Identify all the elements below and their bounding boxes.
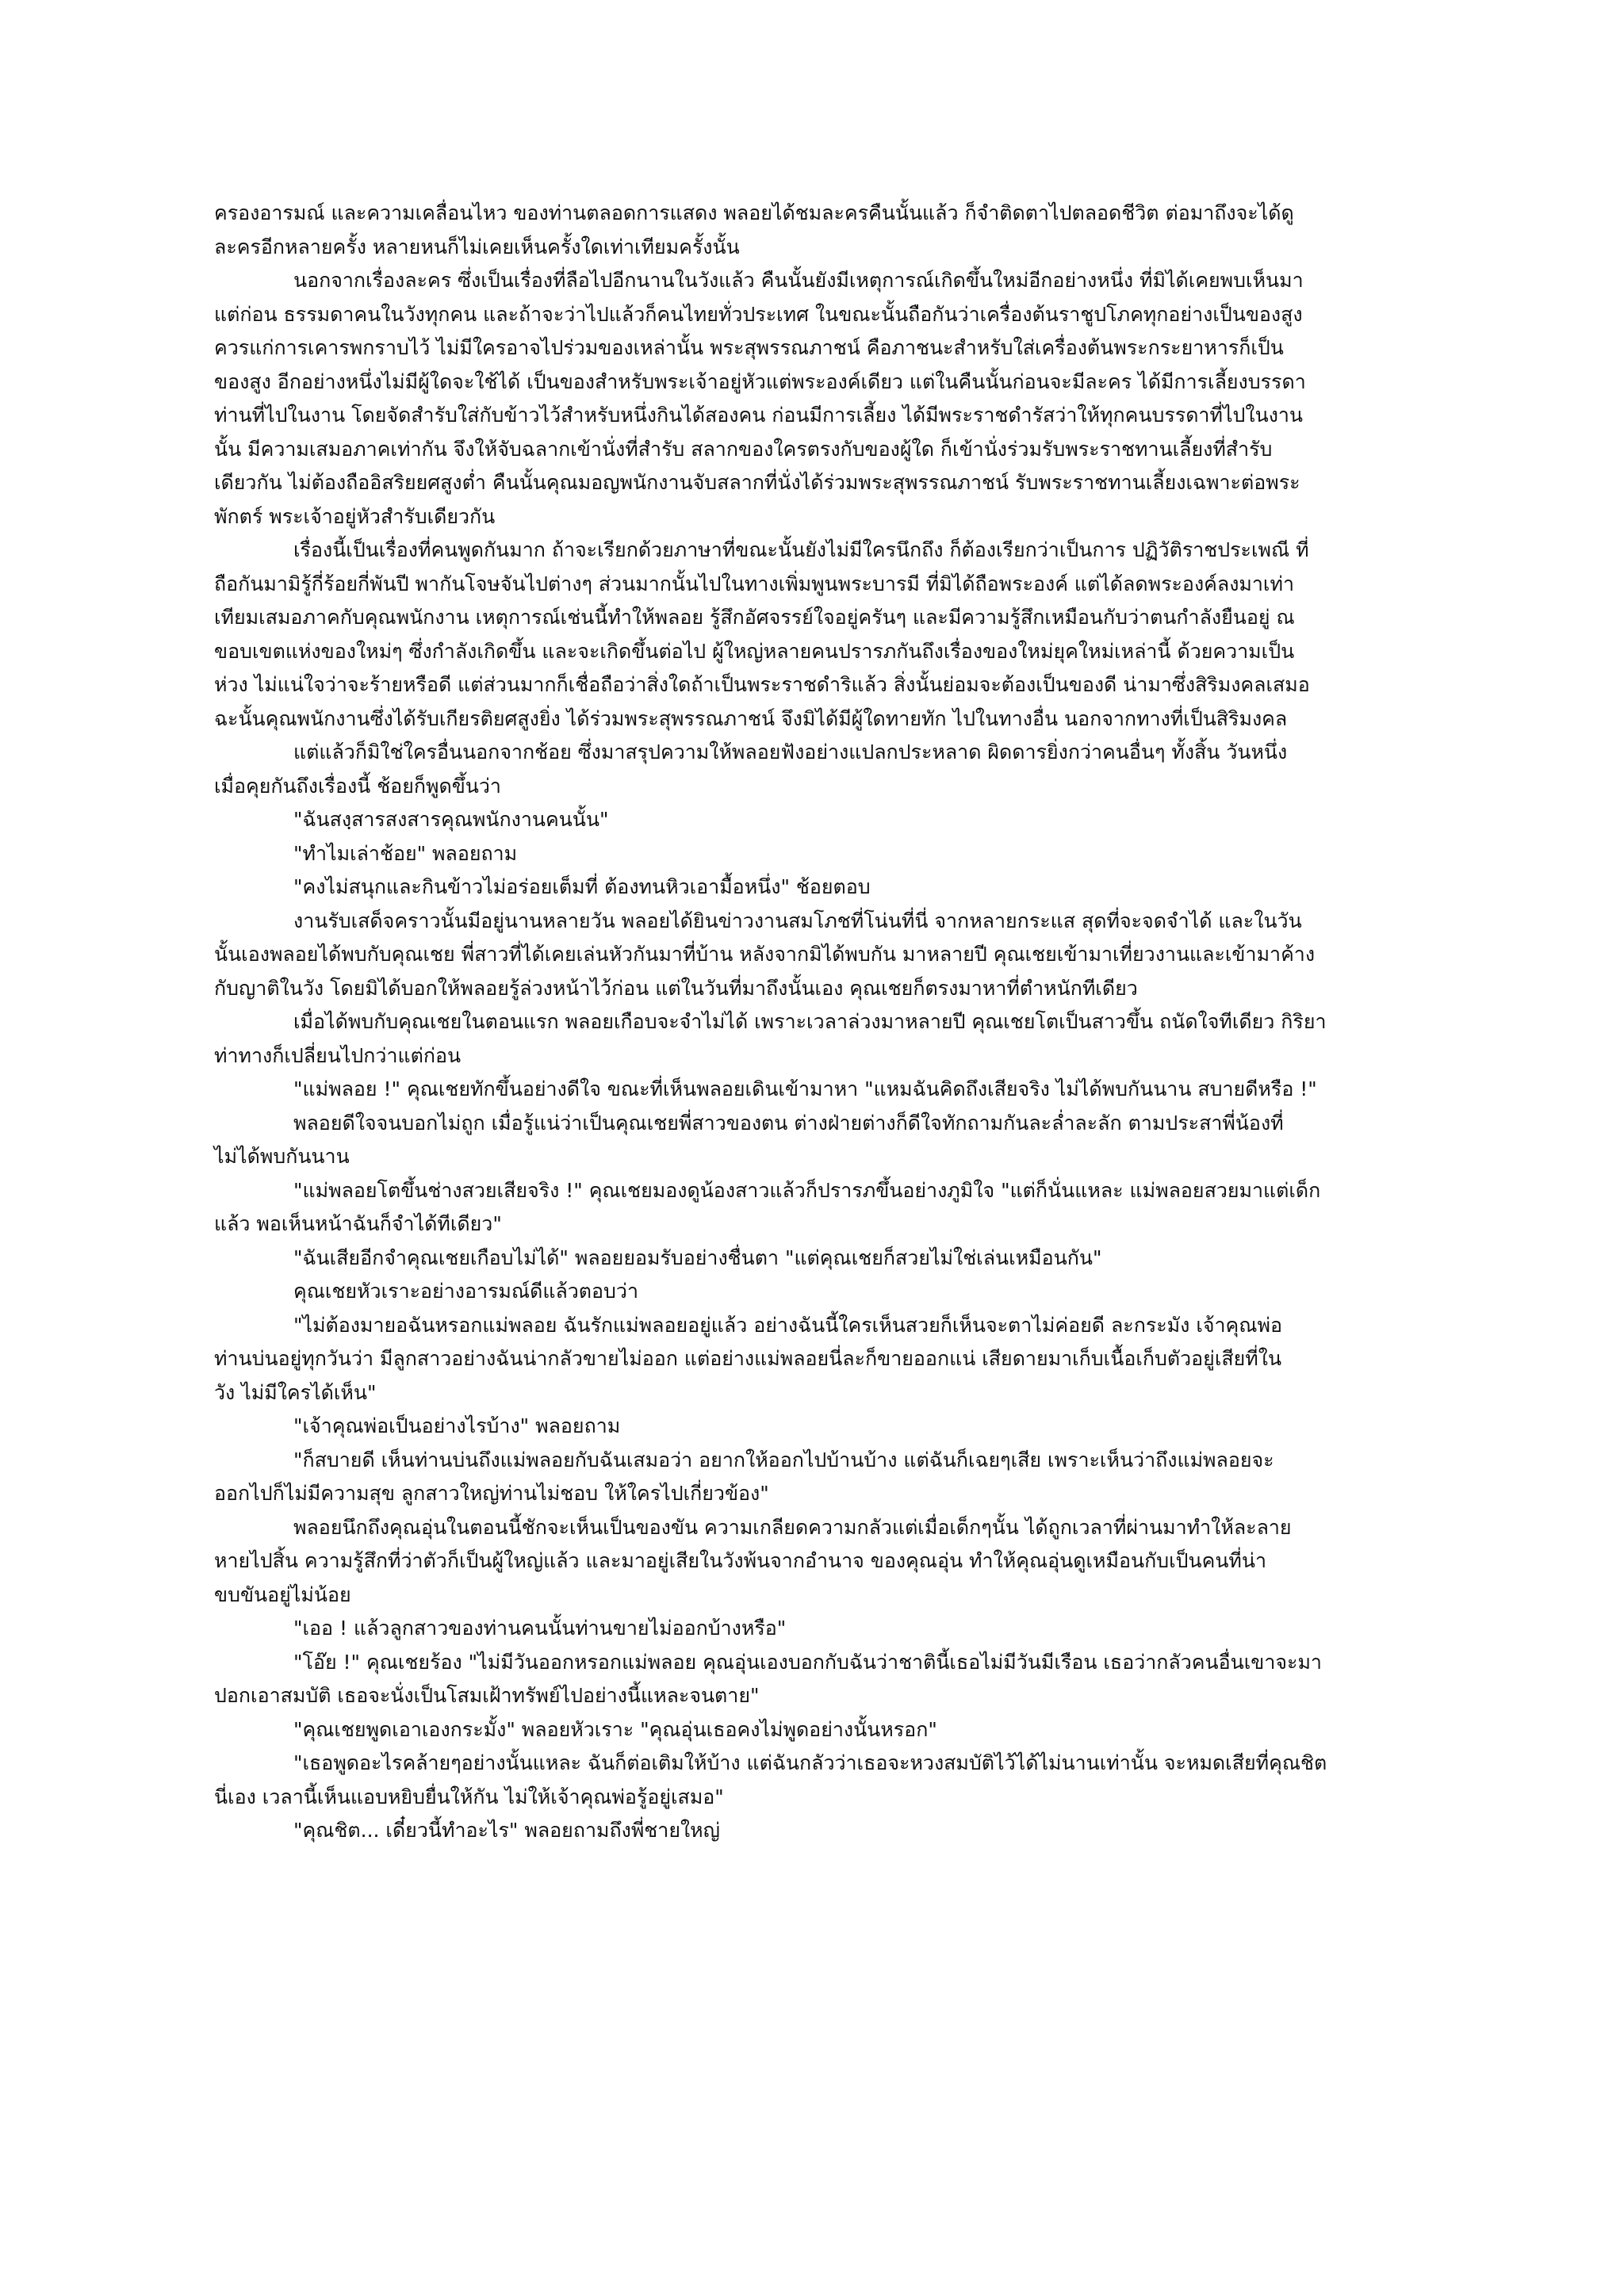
text-line: กับญาติในวัง โดยมิได้บอกให้พลอยรู้ล่วงหน้าไว้ก่อน แต่ในวันที่มาถึงนั้นเอง คุณเชยก็ตรงมาหาที่ตำหนักทีเดียว: [214, 976, 1138, 1000]
text-line: เทียมเสมอภาคกับคุณพนักงาน เหตุการณ์เช่นนี้ทำให้พลอย รู้สึกอัศจรรย์ใจอยู่ครันๆ และมีความรู้สึกเหมือนกับว่าตนกำลังยืนอยู่ ณ: [214, 606, 1295, 629]
paragraph: [214, 1005, 1404, 1073]
paragraph: [214, 1410, 1404, 1444]
paragraph: [214, 803, 1404, 837]
paragraph: [214, 837, 1404, 871]
text-line: ขบขันอยู่ไม่น้อย: [214, 1582, 351, 1606]
text-line: ท่านที่ไปในงาน โดยจัดสำรับใส่กับข้าวไว้สำหรับหนึ่งกินได้สองคน ก่อนมีการเลี้ยง ได้มีพระราชดำรัสว่าให้ทุกคนบรรดาที่ไปในงาน: [214, 404, 1304, 427]
text-line: "ทำไมเล่าช้อย" พลอยถาม: [293, 841, 518, 865]
paragraph: [214, 905, 1404, 1006]
text-line: "คุณชิต... เดี๋ยวนี้ทำอะไร" พลอยถามถึงพี่ชายใหญ่: [293, 1819, 720, 1842]
text-line: ขอบเขตแห่งของใหม่ๆ ซึ่งกำลังเกิดขึ้น และจะเกิดขึ้นต่อไป ผู้ใหญ่หลายคนปรารภกันถึงเรื่องของใหม่ยุคใหม่เหล่านี้ ด้วยความเป็น: [214, 639, 1295, 663]
text-line: "ก็สบายดี เห็นท่านบ่นถึงแม่พลอยกับฉันเสมอว่า อยากให้ออกไปบ้านบ้าง แต่ฉันก็เฉยๆเสีย เพราะเห็นว่าถึงแม่พลอยจะ: [293, 1448, 1274, 1471]
paragraph: [214, 1174, 1404, 1242]
text-line: ออกไปก็ไม่มีความสุข ลูกสาวใหญ่ท่านไม่ชอบ ให้ใครไปเกี่ยวข้อง": [214, 1482, 769, 1505]
text-line: นอกจากเรื่องละคร ซึ่งเป็นเรื่องที่ลือไปอีกนานในวังแล้ว คืนนั้นยังมีเหตุการณ์เกิดขึ้นใหม่อีกอย่างหนึ่ง ที่มิได้เคยพบเห็นมา: [293, 269, 1304, 292]
text-line: พลอยนึกถึงคุณอุ่นในตอนนี้ชักจะเห็นเป็นของขัน ความเกลียดความกลัวแต่เมื่อเด็กๆนั้น ได้ถูกเวลาที่ผ่านมาทำให้ละลาย: [293, 1515, 1292, 1539]
paragraph: [214, 264, 1404, 534]
text-line: "ฉันสงฺสารสงสารคุณพนักงานคนนั้น": [293, 808, 609, 831]
paragraph: [214, 1612, 1404, 1646]
text-line: "คงไม่สนุกและกินข้าวไม่อร่อยเต็มที่ ต้องทนหิวเอามื้อหนึ่ง" ช้อยตอบ: [293, 875, 871, 898]
paragraph: [214, 871, 1404, 905]
paragraph: [214, 1309, 1404, 1410]
text-line: "แม่พลอยโตขึ้นช่างสวยเสียจริง !" คุณเชยมองดูน้องสาวแล้วก็ปรารภขึ้นอย่างภูมิใจ "แต่ก็นั่นแหละ แม่พลอยสวยมาแต่เด็ก: [293, 1178, 1321, 1202]
text-line: ปอกเอาสมบัติ เธอจะนั่งเป็นโสมเฝ้าทรัพย์ไปอย่างนี้แหละจนตาย": [214, 1684, 760, 1707]
paragraph: [214, 1646, 1404, 1713]
paragraph: [214, 736, 1404, 803]
text-line: เมื่อได้พบกับคุณเชยในตอนแรก พลอยเกือบจะจำไม่ได้ เพราะเวลาล่วงมาหลายปี คุณเชยโตเป็นสาวขึ้น ถนัดใจทีเดียว กิริยา: [293, 1010, 1327, 1033]
text-line: ของสูง อีกอย่างหนึ่งไม่มีผู้ใดจะใช้ได้ เป็นของสำหรับพระเจ้าอยู่หัวแต่พระองค์เดียว แต่ในคืนนั้นก่อนจะมีละคร ได้มีการเลี้ยงบรรดา: [214, 369, 1306, 393]
paragraph: [214, 1444, 1404, 1511]
text-line: แต่แล้วก็มิใช่ใครอื่นนอกจากช้อย ซึ่งมาสรุปความให้พลอยฟังอย่างแปลกประหลาด ผิดดารยิ่งกว่าคนอื่นๆ ทั้งสิ้น วันหนึ่ง: [293, 740, 1288, 763]
text-line: เดียวกัน ไม่ต้องถืออิสริยยศสูงต่ำ คืนนั้นคุณมอญพนักงานจับสลากที่นั่งได้ร่วมพระสุพรรณภาชน์ รับพระราชทานเลี้ยงเฉพาะต่อพระ: [214, 471, 1300, 494]
text-line: "โอ๊ย !" คุณเชยร้อง "ไม่มีวันออกหรอกแม่พลอย คุณอุ่นเองบอกกับฉันว่าชาตินี้เธอไม่มีวันมีเรือน เธอว่ากลัวคนอื่นเขาจะมา: [293, 1650, 1322, 1674]
text-line: นี่เอง เวลานี้เห็นแอบหยิบยื่นให้กัน ไม่ให้เจ้าคุณพ่อรู้อยู่เสมอ": [214, 1785, 724, 1808]
paragraph: [214, 1747, 1404, 1814]
text-line: "เธอพูดอะไรคล้ายๆอย่างนั้นแหละ ฉันก็ต่อเติมให้บ้าง แต่ฉันกลัวว่าเธอจะหวงสมบัติไว้ได้ไม่นานเท่านั้น จะหมดเสียที่คุณชิต: [293, 1751, 1327, 1774]
text-line: นั้นเองพลอยได้พบกับคุณเชย พี่สาวที่ได้เคยเล่นหัวกันมาที่บ้าน หลังจากมิได้พบกัน มาหลายปี คุณเชยเข้ามาเที่ยวงานและเข้ามาค้าง: [214, 943, 1316, 966]
text-line: ไม่ได้พบกันนาน: [214, 1145, 350, 1168]
text-line: "เออ ! แล้วลูกสาวของท่านคนนั้นท่านขายไม่ออกบ้างหรือ": [293, 1617, 787, 1640]
paragraph: [214, 1814, 1404, 1848]
document-page: [214, 197, 1404, 1848]
paragraph: [214, 1073, 1404, 1107]
text-line: "เจ้าคุณพ่อเป็นอย่างไรบ้าง" พลอยถาม: [293, 1414, 621, 1437]
text-line: แล้ว พอเห็นหน้าฉันก็จำได้ทีเดียว": [214, 1212, 502, 1235]
paragraph: [214, 1107, 1404, 1174]
text-line: "ไม่ต้องมายอฉันหรอกแม่พลอย ฉันรักแม่พลอยอยู่แล้ว อย่างฉันนี้ใครเห็นสวยก็เห็นจะตาไม่ค่อยดี ละกระมัง เจ้าคุณพ่อ: [293, 1313, 1282, 1337]
text-line: งานรับเสด็จคราวนั้นมีอยู่นานหลายวัน พลอยได้ยินข่าวงานสมโภชที่โน่นที่นี่ จากหลายกระแส สุดที่จะจดจำได้ และในวัน: [293, 909, 1302, 932]
paragraph: [214, 1275, 1404, 1309]
text-line: หายไปสิ้น ความรู้สึกที่ว่าตัวก็เป็นผู้ใหญ่แล้ว และมาอยู่เสียในวังพ้นจากอำนาจ ของคุณอุ่น ทำให้คุณอุ่นดูเหมือนกับเป็นคนที่น่า: [214, 1549, 1267, 1572]
text-line: ละครอีกหลายครั้ง หลายหนก็ไม่เคยเห็นครั้งใดเท่าเทียมครั้งนั้น: [214, 235, 740, 258]
paragraph: [214, 1511, 1404, 1613]
text-line: คุณเชยหัวเราะอย่างอารมณ์ดีแล้วตอบว่า: [293, 1280, 638, 1303]
text-line: เรื่องนี้เป็นเรื่องที่คนพูดกันมาก ถ้าจะเรียกด้วยภาษาที่ขณะนั้นยังไม่มีใครนึกถึง ก็ต้องเรียกว่าเป็นการ ปฏิวัติราชประเพณี ที่: [293, 538, 1309, 561]
paragraph: [214, 1713, 1404, 1747]
text-line: ท่าทางก็เปลี่ยนไปกว่าแต่ก่อน: [214, 1043, 462, 1067]
paragraph: [214, 534, 1404, 736]
text-line: ท่านบ่นอยู่ทุกวันว่า มีลูกสาวอย่างฉันน่ากลัวขายไม่ออก แต่อย่างแม่พลอยนี่ละก็ขายออกแน่ เสียดายมาเก็บเนื้อเก็บตัวอยู่เสียที่ใน: [214, 1347, 1282, 1370]
text-line: "แม่พลอย !" คุณเชยทักขึ้นอย่างดีใจ ขณะที่เห็นพลอยเดินเข้ามาหา "แหมฉันคิดถึงเสียจริง ไม่ได้พบกันนาน สบายดีหรือ !": [293, 1077, 1317, 1100]
text-line: "คุณเชยพูดเอาเองกระมั้ง" พลอยหัวเราะ "คุณอุ่นเธอคงไม่พูดอย่างนั้นหรอก": [293, 1717, 937, 1741]
text-line: ครองอารมณ์ และความเคลื่อนไหว ของท่านตลอดการแสดง พลอยได้ชมละครคืนนั้นแล้ว ก็จำติดตาไปตลอดชีวิต ต่อมาถึงจะได้ดู: [214, 201, 1294, 224]
paragraph: [214, 1242, 1404, 1276]
text-line: ถือกันมามิรู้กี่ร้อยกี่พันปี พากันโจษจันไปต่างๆ ส่วนมากนั้นไปในทางเพิ่มพูนพระบารมี ที่มิได้ถือพระองค์ แต่ได้ลดพระองค์ลงมาเท่า: [214, 572, 1294, 595]
text-line: นั้น มีความเสมอภาคเท่ากัน จึงให้จับฉลากเข้านั่งที่สำรับ สลากของใครตรงกับของผู้ใด ก็เข้านั่งร่วมรับพระราชทานเลี้ยงที่สำรับ: [214, 437, 1273, 461]
text-line: วัง ไม่มีใครได้เห็น": [214, 1380, 377, 1404]
text-line: ฉะนั้นคุณพนักงานซึ่งได้รับเกียรติยศสูงยิ่ง ได้ร่วมพระสุพรรณภาชน์ จึงมิได้มีผู้ใดทายทัก ไปในทางอื่น นอกจากทางที่เป็นสิริมงคล: [214, 706, 1288, 730]
text-line: แต่ก่อน ธรรมดาคนในวังทุกคน และถ้าจะว่าไปแล้วก็คนไทยทั่วประเทศ ในขณะนั้นถือกันว่าเครื่องต้นราชูปโภคทุกอย่างเป็นของสูง: [214, 302, 1303, 326]
text-line: เมื่อคุยกันถึงเรื่องนี้ ช้อยก็พูดขึ้นว่า: [214, 774, 501, 798]
paragraph: [214, 197, 1404, 264]
text-line: ควรแก่การเคารพกราบไว้ ไม่มีใครอาจไปร่วมของเหล่านั้น พระสุพรรณภาชน์ คือภาชนะสำหรับใส่เครื่องต้นพระกระยาหารก็เป็น: [214, 336, 1284, 359]
text-line: พลอยดีใจจนบอกไม่ถูก เมื่อรู้แน่ว่าเป็นคุณเชยพี่สาวของตน ต่างฝ่ายต่างก็ดีใจทักถามกันละล่ำละลัก ตามประสาพี่น้องที่: [293, 1111, 1284, 1135]
text-line: "ฉันเสียอีกจำคุณเชยเกือบไม่ได้" พลอยยอมรับอย่างชื่นตา "แต่คุณเชยก็สวยไม่ใช่เล่นเหมือนกัน": [293, 1246, 1102, 1269]
text-line: พักตร์ พระเจ้าอยู่หัวสำรับเดียวกัน: [214, 504, 496, 528]
text-line: ห่วง ไม่แน่ใจว่าจะร้ายหรือดี แต่ส่วนมากก็เชื่อถือว่าสิ่งใดถ้าเป็นพระราชดำริแล้ว สิ่งนั้นย่อมจะต้องเป็นของดี น่ามาซึ่งสิริมงคลเสมอ: [214, 673, 1310, 696]
